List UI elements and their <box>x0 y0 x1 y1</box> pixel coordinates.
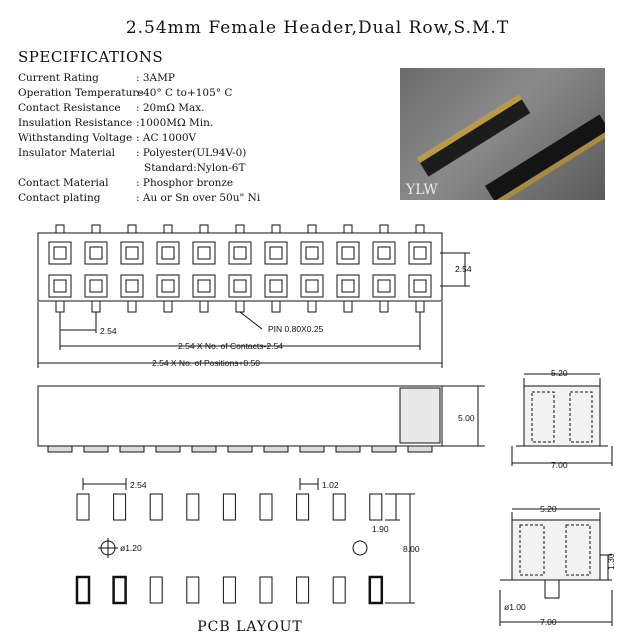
solder-leg <box>300 446 324 452</box>
spec-value: Standard:Nylon-6T <box>144 162 246 174</box>
contact-cavity-inner <box>126 247 138 259</box>
dim-pin-size: PIN 0.80X0.25 <box>268 324 324 334</box>
contact-cavity <box>121 275 143 297</box>
solder-leg <box>228 446 252 452</box>
pin-tail <box>164 225 172 233</box>
pin-tail <box>308 301 316 312</box>
contact-cavity-inner <box>270 280 282 292</box>
pcb-pad <box>370 577 382 603</box>
contact-cavity <box>121 242 143 264</box>
contact-cavity-inner <box>162 280 174 292</box>
dim-height: 5.00 <box>458 413 475 423</box>
contact-cavity <box>301 242 323 264</box>
pin-tail <box>344 301 352 312</box>
pcb-pad <box>370 494 382 520</box>
spec-label: Contact Resistance <box>18 102 121 114</box>
pcb-pad <box>150 577 162 603</box>
contact-cavity <box>337 242 359 264</box>
solder-leg <box>156 446 180 452</box>
contact-cavity <box>409 275 431 297</box>
page-title: 2.54mm Female Header,Dual Row,S.M.T <box>125 18 510 38</box>
pcb-pad <box>260 494 272 520</box>
dim-side-width-bottom: 7.00 <box>540 617 557 627</box>
contact-cavity <box>157 275 179 297</box>
spec-value: :-40° C to+105° C <box>136 87 233 99</box>
pin-tail <box>416 301 424 312</box>
pcb-pad <box>150 494 162 520</box>
dim-width-top: 5.20 <box>551 368 568 378</box>
pin-tail <box>128 301 136 312</box>
pin-tail <box>380 225 388 233</box>
pin-tail <box>416 225 424 233</box>
dim-row-pitch: 2.54 <box>455 264 472 274</box>
spec-label: Withstanding Voltage <box>18 132 133 144</box>
solder-leg <box>408 446 432 452</box>
spec-heading: SPECIFICATIONS <box>18 48 164 66</box>
contact-cavity <box>193 275 215 297</box>
dim-contacts: 2.54 X No. of Contacts-2.54 <box>178 341 283 351</box>
dim-pcb-pitch: 2.54 <box>130 480 147 490</box>
contact-cavity <box>265 242 287 264</box>
dim-peg: ø1.00 <box>504 602 526 612</box>
pin-tail <box>236 225 244 233</box>
contact-cavity-inner <box>126 280 138 292</box>
pin-tail <box>272 225 280 233</box>
contact-cavity <box>337 275 359 297</box>
spec-value: : Au or Sn over 50u" Ni <box>136 192 261 204</box>
contact-cavity <box>301 275 323 297</box>
contact-cavity-inner <box>54 247 66 259</box>
pcb-pad <box>223 494 235 520</box>
front-view-body <box>38 386 442 446</box>
top-view-body <box>38 233 442 301</box>
contact-cavity-inner <box>162 247 174 259</box>
pcb-pad <box>114 494 126 520</box>
contact-cavity-inner <box>378 280 390 292</box>
contact-cavity-inner <box>54 280 66 292</box>
solder-leg <box>84 446 108 452</box>
dim-side-width-top: 5.20 <box>540 504 557 514</box>
spec-label: Contact plating <box>18 192 101 204</box>
pin-tail <box>344 225 352 233</box>
contact-cavity <box>157 242 179 264</box>
spec-label: Contact Material <box>18 177 109 189</box>
spec-label: Insulation Resistance <box>18 117 133 129</box>
solder-leg <box>120 446 144 452</box>
pin-tail <box>164 301 172 312</box>
contact-cavity <box>85 275 107 297</box>
contact-cavity-inner <box>414 280 426 292</box>
pin-tail <box>200 301 208 312</box>
pcb-pad <box>297 494 309 520</box>
contact-cavity <box>373 275 395 297</box>
front-view-section <box>400 388 440 443</box>
contact-cavity <box>229 242 251 264</box>
contact-cavity-inner <box>342 247 354 259</box>
contact-cavity <box>193 242 215 264</box>
dim-side-height: 1.30 <box>606 553 616 570</box>
pin-tail <box>308 225 316 233</box>
pcb-pad <box>187 577 199 603</box>
contact-cavity-inner <box>306 280 318 292</box>
spec-value: : Polyester(UL94V-0) <box>136 147 247 159</box>
dim-hole: ø1.20 <box>120 543 142 553</box>
pcb-layout-label: PCB LAYOUT <box>197 619 303 635</box>
side-view-bottom-body <box>512 520 600 580</box>
pin-tail <box>200 225 208 233</box>
contact-cavity-inner <box>198 280 210 292</box>
solder-leg <box>336 446 360 452</box>
pin-tail <box>272 301 280 312</box>
spec-value: : 3AMP <box>136 72 175 84</box>
pcb-pad <box>77 577 89 603</box>
contact-cavity <box>265 275 287 297</box>
solder-leg <box>192 446 216 452</box>
pin-tail <box>380 301 388 312</box>
contact-cavity <box>373 242 395 264</box>
spec-value: : 20mΩ Max. <box>136 102 205 114</box>
contact-cavity <box>49 242 71 264</box>
contact-cavity <box>85 242 107 264</box>
pin-tail <box>236 301 244 312</box>
contact-cavity-inner <box>90 280 102 292</box>
pin-tail <box>56 225 64 233</box>
contact-cavity <box>229 275 251 297</box>
spec-value: : AC 1000V <box>136 132 197 144</box>
pcb-pad <box>223 577 235 603</box>
contact-cavity-inner <box>198 247 210 259</box>
spec-label: Operation Temperature <box>18 87 144 99</box>
contact-cavity-inner <box>90 247 102 259</box>
contact-cavity <box>49 275 71 297</box>
contact-cavity-inner <box>234 247 246 259</box>
dim-pad-height: 1.90 <box>372 524 389 534</box>
pin-tail <box>92 301 100 312</box>
pin-tail <box>56 301 64 312</box>
contact-cavity-inner <box>234 280 246 292</box>
pcb-pad <box>77 494 89 520</box>
dim-pad-width: 1.02 <box>322 480 339 490</box>
contact-cavity-inner <box>414 247 426 259</box>
solder-leg <box>264 446 288 452</box>
pcb-pad <box>114 577 126 603</box>
contact-cavity-inner <box>378 247 390 259</box>
pin-tail <box>92 225 100 233</box>
pcb-pad <box>260 577 272 603</box>
photo-watermark: YLW <box>406 182 438 198</box>
solder-leg <box>48 446 72 452</box>
spec-value: : Phosphor bronze <box>136 177 234 189</box>
pcb-pad <box>333 494 345 520</box>
solder-leg <box>372 446 396 452</box>
dim-width-bottom: 7.00 <box>551 460 568 470</box>
side-view-top-body <box>524 386 600 446</box>
spec-value: :1000MΩ Min. <box>136 117 214 129</box>
pcb-pad <box>333 577 345 603</box>
pcb-pad <box>187 494 199 520</box>
contact-cavity-inner <box>270 247 282 259</box>
contact-cavity-inner <box>306 247 318 259</box>
pin-tail <box>128 225 136 233</box>
contact-cavity <box>409 242 431 264</box>
dim-pin-pitch: 2.54 <box>100 326 117 336</box>
pcb-pad <box>297 577 309 603</box>
dim-row-span: 8.00 <box>403 544 420 554</box>
spec-label: Insulator Material <box>18 147 116 159</box>
spec-label: Current Rating <box>18 72 99 84</box>
dim-positions: 2.54 X No. of Positions+0.50 <box>152 358 260 368</box>
contact-cavity-inner <box>342 280 354 292</box>
